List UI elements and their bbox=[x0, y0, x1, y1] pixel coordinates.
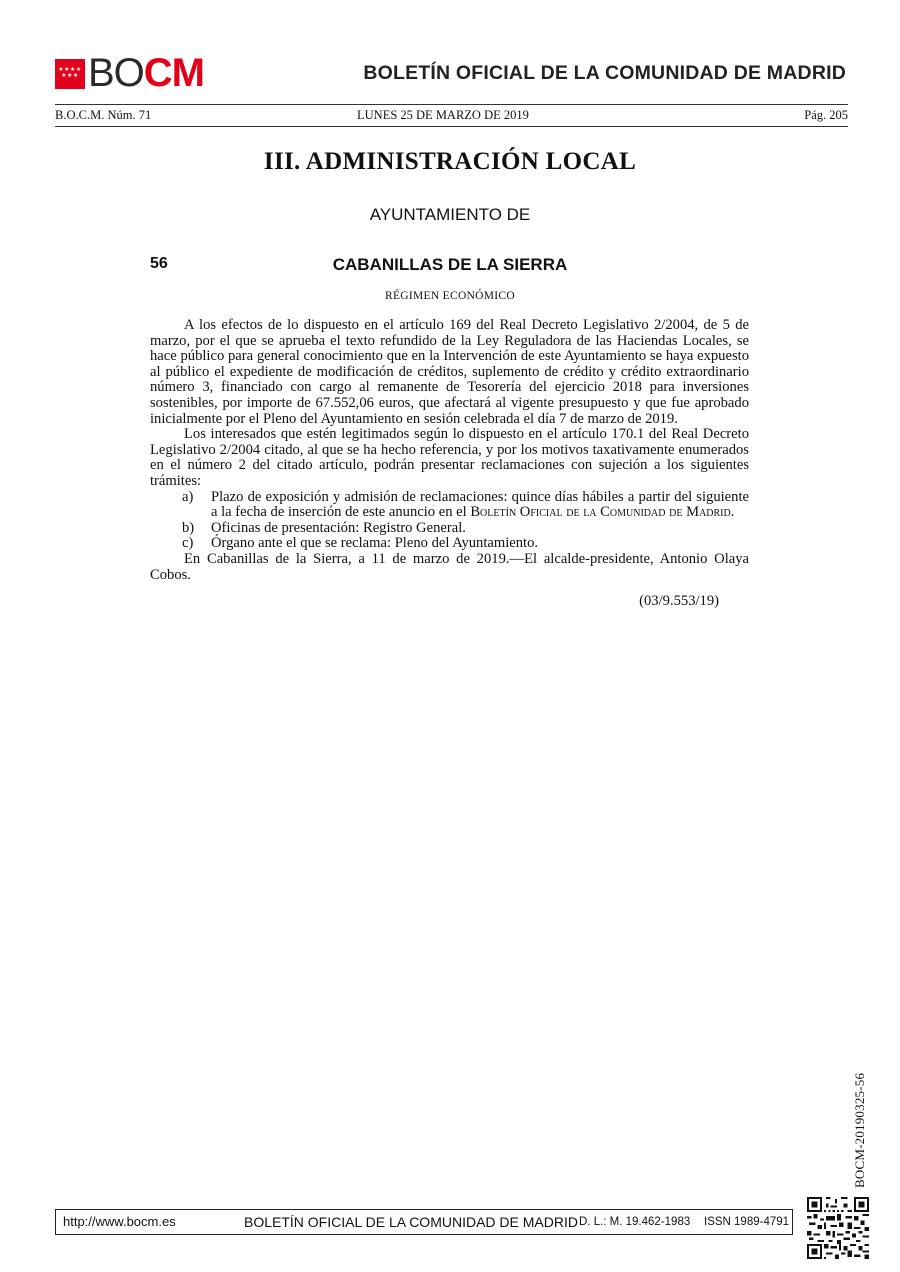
footer-issn: ISSN 1989-4791 bbox=[704, 1216, 790, 1228]
issue-number: B.O.C.M. Núm. 71 bbox=[55, 108, 152, 122]
list-item-label: b) bbox=[182, 519, 195, 536]
paragraph-2: Los interesados que estén legitimados según lo dispuesto en el artículo 170.1 del Real Decreto Legislativo 2/2004 citado, al que se ha hecho referencia, y por los motivos taxativamente enumerados en el número 2 del citado artículo, podrán presentar reclamaciones con sujeción a los siguientes trámites: bbox=[150, 426, 749, 489]
announcement-number: 56 bbox=[150, 255, 168, 272]
qr-code-icon bbox=[807, 1197, 869, 1259]
bocm-logo bbox=[55, 51, 205, 95]
list-item-text: Órgano ante el que se reclama: Pleno del Ayuntamiento. bbox=[211, 535, 539, 552]
vertical-document-code: BOCM-20190325-56 bbox=[852, 1072, 867, 1188]
list-item-publication-name: Boletín Oficial de la Comunidad de Madrid bbox=[470, 504, 731, 521]
ayuntamiento-label: AYUNTAMIENTO DE bbox=[369, 205, 531, 224]
header-rule-bottom bbox=[55, 126, 848, 127]
footer-publication-name: BOLETÍN OFICIAL DE LA COMUNIDAD DE MADRID bbox=[244, 1214, 578, 1230]
header-rule-top bbox=[55, 104, 848, 105]
list-item-label: c) bbox=[182, 535, 194, 552]
procedure-list bbox=[150, 490, 749, 552]
paragraph-1: A los efectos de lo dispuesto en el artículo 169 del Real Decreto Legislativo 2/2004, de 5 de marzo, por el que se aprueba el texto refundido de la Ley Reguladora de las Haciendas Locales, se hace público para general conocimiento que en la Intervención de este Ayuntamiento se haya expuesto al público el expediente de modificación de créditos, suplemento de crédito y crédito extraordinario número 3, financiado con cargo al remanente de Tesorería del ejercicio 2018 para inversiones sostenibles, por importe de 67.552,06 euros, que afectará al vigente presupuesto y que fue aprobado inicialmente por el Pleno del Ayuntamiento en sesión celebrada el día 7 de marzo de 2019. bbox=[150, 317, 749, 427]
subject-heading: RÉGIMEN ECONÓMICO bbox=[385, 290, 515, 302]
logo-text-cm: CM bbox=[143, 51, 205, 95]
list-item-text: Oficinas de presentación: Registro General. bbox=[211, 519, 466, 536]
section-title: III. ADMINISTRACIÓN LOCAL bbox=[263, 148, 637, 175]
footer-url-link[interactable]: http://www.bocm.es bbox=[63, 1214, 176, 1229]
logo-text-bo: BO bbox=[88, 51, 144, 95]
announcement-body bbox=[150, 318, 749, 610]
footer-legal-deposit: D. L.: M. 19.462-1983 bbox=[579, 1216, 691, 1228]
list-item-label: a) bbox=[182, 488, 194, 505]
list-item-text-end: . bbox=[730, 504, 735, 521]
issue-date: LUNES 25 DE MARZO DE 2019 bbox=[357, 108, 529, 122]
list-item bbox=[150, 490, 749, 521]
list-item-text: Plazo de exposición y admisión de reclamaciones: quince días hábiles a partir del siguiente a la fecha de inserción de este anuncio en el bbox=[211, 488, 749, 521]
logo-wordmark bbox=[88, 51, 205, 95]
masthead-title: BOLETÍN OFICIAL DE LA COMUNIDAD DE MADRID bbox=[363, 62, 846, 84]
footer-bar bbox=[55, 1209, 793, 1235]
list-item bbox=[150, 521, 749, 537]
list-item bbox=[150, 536, 749, 552]
flag-stars: ★★★★ ★★★ bbox=[58, 65, 82, 79]
closing-paragraph: En Cabanillas de la Sierra, a 11 de marzo de 2019.—El alcalde-presidente, Antonio Olaya Cobos. bbox=[150, 550, 749, 583]
reference-code: (03/9.553/19) bbox=[639, 593, 719, 610]
page-number: Pág. 205 bbox=[804, 108, 848, 122]
municipality-title: CABANILLAS DE LA SIERRA bbox=[332, 255, 568, 274]
madrid-flag-icon bbox=[55, 59, 85, 89]
